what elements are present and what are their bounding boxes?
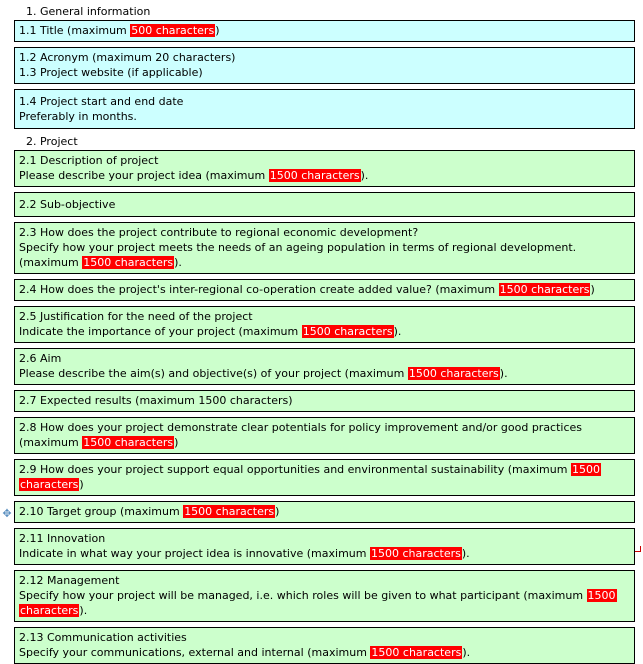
field-text: )	[79, 478, 84, 491]
field-text: )	[174, 436, 179, 449]
character-limit-highlight: 1500 characters	[83, 256, 174, 269]
character-limit-highlight: 1500 characters	[371, 646, 462, 659]
character-limit-highlight: 1500	[571, 463, 600, 476]
field-1-2-acronym-1-3-website[interactable]	[14, 47, 635, 84]
field-line	[19, 168, 630, 183]
field-line	[19, 309, 630, 324]
field-text: )	[590, 283, 595, 296]
field-text: 2.10 Target group (maximum	[19, 505, 184, 518]
field-line	[19, 603, 630, 618]
character-limit-highlight: characters	[20, 604, 79, 617]
field-text: Please describe your project idea (maximum	[19, 169, 269, 182]
field-text: Specify how your project will be managed, i.e. which roles will be given to what participant (maximum	[19, 589, 587, 602]
field-text: 2.5 Justification for the need of the project	[19, 310, 253, 323]
field-text: 2.9 How does your project support equal opportunities and environmental sustainability (maximum	[19, 463, 571, 476]
field-2-11-innovation[interactable]	[14, 528, 635, 565]
field-text: (maximum	[19, 436, 83, 449]
field-text: 1.1 Title (maximum	[19, 24, 131, 37]
field-line	[19, 462, 630, 477]
character-limit-highlight: 1500 characters	[302, 325, 393, 338]
field-text: (maximum	[19, 256, 83, 269]
character-limit-highlight: 1500 characters	[408, 367, 499, 380]
field-text: 1.3 Project website (if applicable)	[19, 66, 203, 79]
field-line	[19, 630, 630, 645]
field-text: 1.2 Acronym (maximum 20 characters)	[19, 51, 236, 64]
field-text: ).	[360, 169, 369, 182]
field-text: 2.12 Management	[19, 574, 120, 587]
character-limit-highlight: characters	[20, 478, 79, 491]
field-text: ).	[499, 367, 508, 380]
field-line	[19, 435, 630, 450]
field-text: 2.13 Communication activities	[19, 631, 187, 644]
field-2-12-management[interactable]	[14, 570, 635, 622]
field-text: 2.11 Innovation	[19, 532, 106, 545]
field-text: 2.7 Expected results (maximum 1500 characters)	[19, 394, 293, 407]
field-line	[19, 393, 630, 408]
field-2-2-sub-objective[interactable]	[14, 192, 635, 217]
field-text: 2.8 How does your project demonstrate clear potentials for policy improvement and/or good practices	[19, 421, 583, 434]
field-line	[19, 255, 630, 270]
field-2-1-description[interactable]	[14, 150, 635, 187]
section-heading: 1. General information	[26, 5, 151, 18]
field-text: ).	[174, 256, 182, 269]
field-text: )	[275, 505, 280, 518]
field-line	[19, 504, 630, 519]
field-line	[19, 50, 630, 65]
character-limit-highlight: 1500 characters	[184, 505, 275, 518]
field-line	[19, 324, 630, 339]
field-text: ).	[461, 547, 470, 560]
character-limit-highlight: 1500 characters	[370, 547, 461, 560]
field-text: 2.6 Aim	[19, 352, 62, 365]
field-2-10-target-group[interactable]	[14, 501, 635, 523]
field-line	[19, 351, 630, 366]
field-2-13-communication-activities[interactable]	[14, 627, 635, 664]
field-line	[19, 531, 630, 546]
field-line	[19, 645, 630, 660]
field-text: 2.1 Description of project	[19, 154, 159, 167]
field-text: Specify your communications, external and internal (maximum	[19, 646, 371, 659]
field-text: Preferably in months.	[19, 110, 137, 123]
field-line	[19, 240, 630, 255]
field-2-6-aim[interactable]	[14, 348, 635, 385]
field-line	[19, 573, 630, 588]
field-text: )	[215, 24, 220, 37]
character-limit-highlight: 500 characters	[131, 24, 215, 37]
field-line	[19, 65, 630, 80]
field-1-1-title[interactable]	[14, 20, 635, 42]
field-line	[19, 94, 630, 109]
field-2-9-equal-opportunities[interactable]	[14, 459, 635, 496]
character-limit-highlight: 1500 characters	[83, 436, 174, 449]
document-content	[14, 4, 635, 664]
field-line	[19, 420, 630, 435]
field-line	[19, 109, 630, 124]
field-line	[19, 153, 630, 168]
field-text: 2.3 How does the project contribute to regional economic development?	[19, 226, 419, 239]
field-line	[19, 197, 630, 212]
section-heading: 2. Project	[26, 135, 78, 148]
field-2-7-expected-results[interactable]	[14, 390, 635, 412]
field-line	[19, 477, 630, 492]
field-text: 1.4 Project start and end date	[19, 95, 184, 108]
field-line	[19, 225, 630, 240]
field-line	[19, 366, 630, 381]
field-2-3-regional-economic-development[interactable]	[14, 222, 635, 274]
field-text: 2.4 How does the project's inter-regional co-operation create added value? (maximum	[19, 283, 499, 296]
field-2-4-inter-regional-co-operation[interactable]	[14, 279, 635, 301]
field-text: ).	[79, 604, 88, 617]
field-text: Please describe the aim(s) and objective(s) of your project (maximum	[19, 367, 408, 380]
field-line	[19, 23, 630, 38]
field-text: Indicate the importance of your project (maximum	[19, 325, 302, 338]
move-handle-icon[interactable]: ✥	[2, 507, 12, 520]
character-limit-highlight: 1500 characters	[269, 169, 360, 182]
field-line	[19, 546, 630, 561]
resize-corner-marker[interactable]	[635, 546, 641, 552]
field-1-4-start-end-date[interactable]	[14, 89, 635, 129]
character-limit-highlight: 1500 characters	[499, 283, 590, 296]
field-text: ).	[393, 325, 402, 338]
field-2-5-justification[interactable]	[14, 306, 635, 343]
field-line	[19, 588, 630, 603]
field-text: 2.2 Sub-objective	[19, 198, 116, 211]
field-text: Indicate in what way your project idea is innovative (maximum	[19, 547, 370, 560]
field-text: Specify how your project meets the needs of an ageing population in terms of regional development.	[19, 241, 577, 254]
field-line	[19, 282, 630, 297]
field-2-8-policy-improvement[interactable]	[14, 417, 635, 454]
character-limit-highlight: 1500	[587, 589, 616, 602]
field-text: ).	[462, 646, 471, 659]
